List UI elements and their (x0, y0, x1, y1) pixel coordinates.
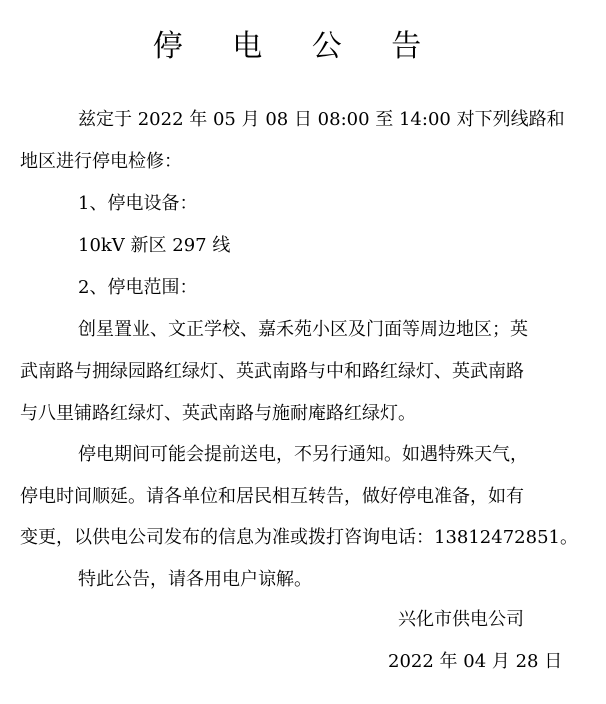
scope-heading: 2、停电范围： (78, 277, 198, 298)
intro-line-2: 地区进行停电检修： (20, 151, 182, 172)
note-line-3: 变更，以供电公司发布的信息为准或拨打咨询电话：13812472851。 (20, 527, 578, 548)
equipment-value: 10kV 新区 297 线 (78, 235, 231, 256)
note-line-2: 停电时间顺延。请各单位和居民相互转告，做好停电准备，如有 (20, 486, 524, 507)
note-line-1: 停电期间可能会提前送电，不另行通知。如遇特殊天气， (78, 444, 528, 465)
issue-date: 2022 年 04 月 28 日 (388, 651, 563, 672)
scope-line-3: 与八里铺路红绿灯、英武南路与施耐庵路红绿灯。 (20, 403, 416, 424)
scope-line-2: 武南路与拥绿园路红绿灯、英武南路与中和路红绿灯、英武南路 (20, 361, 524, 382)
issuer-name: 兴化市供电公司 (398, 609, 524, 630)
scope-line-1: 创星置业、文正学校、嘉禾苑小区及门面等周边地区；英 (78, 319, 528, 340)
closing-line: 特此公告，请各用电户谅解。 (78, 569, 312, 590)
notice-title: 停 电 公 告 (152, 29, 442, 64)
intro-line-1: 兹定于 2022 年 05 月 08 日 08:00 至 14:00 对下列线路和 (78, 109, 565, 130)
equipment-heading: 1、停电设备： (78, 193, 198, 214)
